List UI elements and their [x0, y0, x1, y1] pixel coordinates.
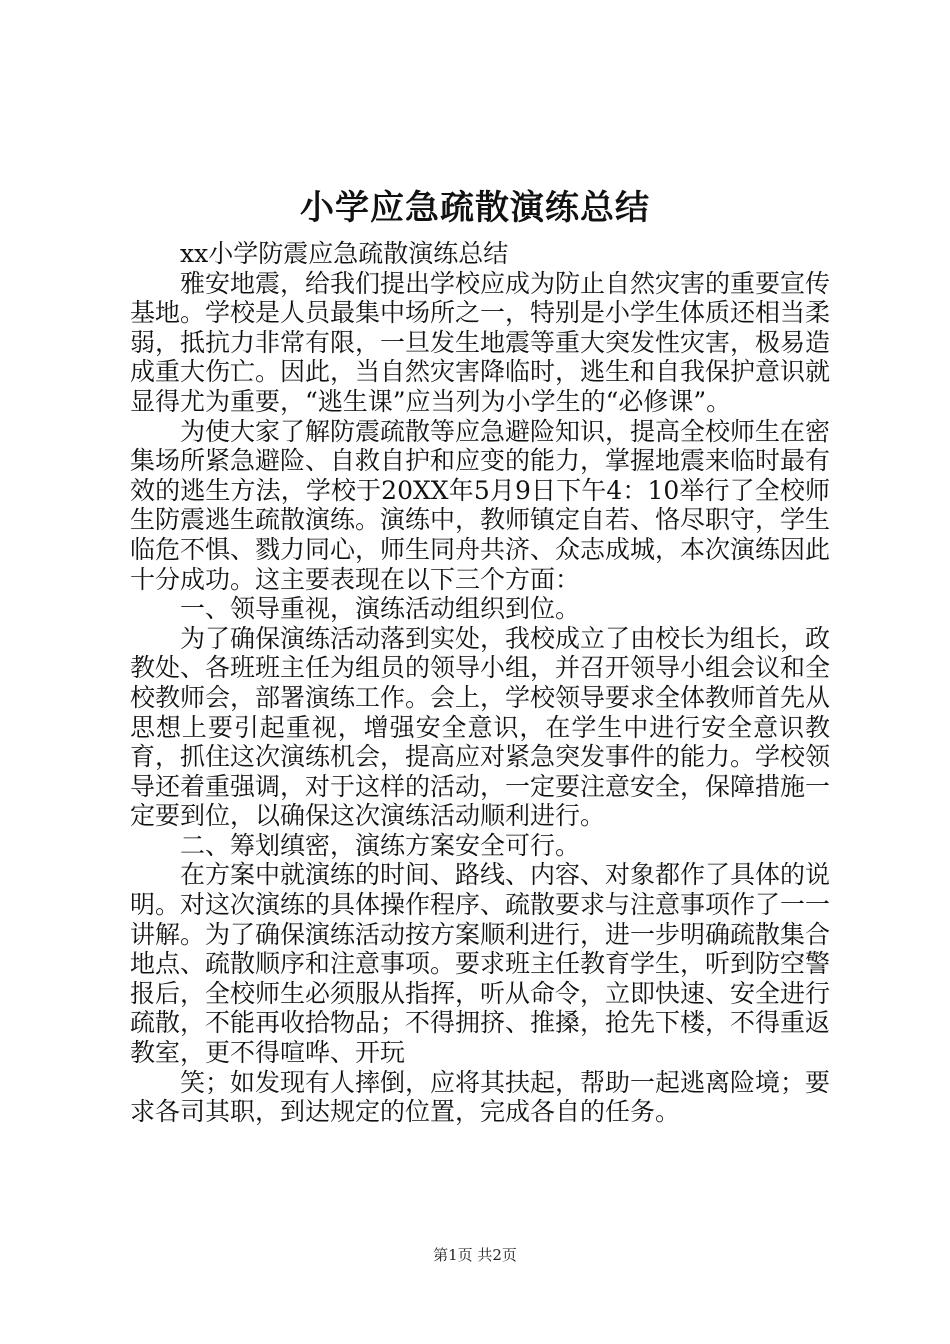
section-2-paragraph: 在方案中就演练的时间、路线、内容、对象都作了具体的说明。对这次演练的具体操作程序、疏散要求与注意事项作了一一讲解。为了确保演练活动按方案顺利进行，进一步明确疏散集合地点、疏散顺序和注意事项。要求班主任教育学生，听到防空警报后，全校师生必须服从指挥，听从命令，立即快速、安全进行疏散，不能再收拾物品；不得拥挤、推搡，抢先下楼，不得重返教室，更不得喧哗、开玩	[130, 860, 831, 1068]
document-title: 小学应急疏散演练总结	[300, 188, 650, 228]
section-1-heading: 一、领导重视，演练活动组织到位。	[180, 594, 581, 624]
document-body	[130, 239, 830, 1127]
intro-paragraph-2: 为使大家了解防震疏散等应急避险知识，提高全校师生在密集场所紧急避险、自救自护和应变的能力，掌握地震来临时最有效的逃生方法，学校于20XX年5月9日下午4：10举行了全校师生防震逃生疏散演练。演练中，教师镇定自若、恪尽职守，学生临危不惧、戮力同心，师生同舟共济、众志成城，本次演练因此十分成功。这主要表现在以下三个方面：	[130, 416, 831, 594]
section-2-heading: 二、筹划缜密，演练方案安全可行。	[180, 830, 581, 860]
section-2-continuation: 笑；如发现有人摔倒，应将其扶起，帮助一起逃离险境；要求各司其职，到达规定的位置，完成各自的任务。	[130, 1067, 831, 1127]
page-number-footer: 第1页 共2页	[433, 1246, 517, 1264]
document-subtitle: xx小学防震应急疏散演练总结	[180, 239, 509, 268]
intro-paragraph-1: 雅安地震，给我们提出学校应成为防止自然灾害的重要宣传基地。学校是人员最集中场所之一，特别是小学生体质还相当柔弱，抵抗力非常有限，一旦发生地震等重大突发性灾害，极易造成重大伤亡。因此，当自然灾害降临时，逃生和自我保护意识就显得尤为重要，“逃生课”应当列为小学生的“必修课”。	[130, 268, 831, 416]
section-1-paragraph: 为了确保演练活动落到实处，我校成立了由校长为组长，政教处、各班班主任为组员的领导小组，并召开领导小组会议和全校教师会，部署演练工作。会上，学校领导要求全体教师首先从思想上要引起重视，增强安全意识，在学生中进行安全意识教育，抓住这次演练机会，提高应对紧急突发事件的能力。学校领导还着重强调，对于这样的活动，一定要注意安全，保障措施一定要到位，以确保这次演练活动顺利进行。	[130, 623, 831, 831]
